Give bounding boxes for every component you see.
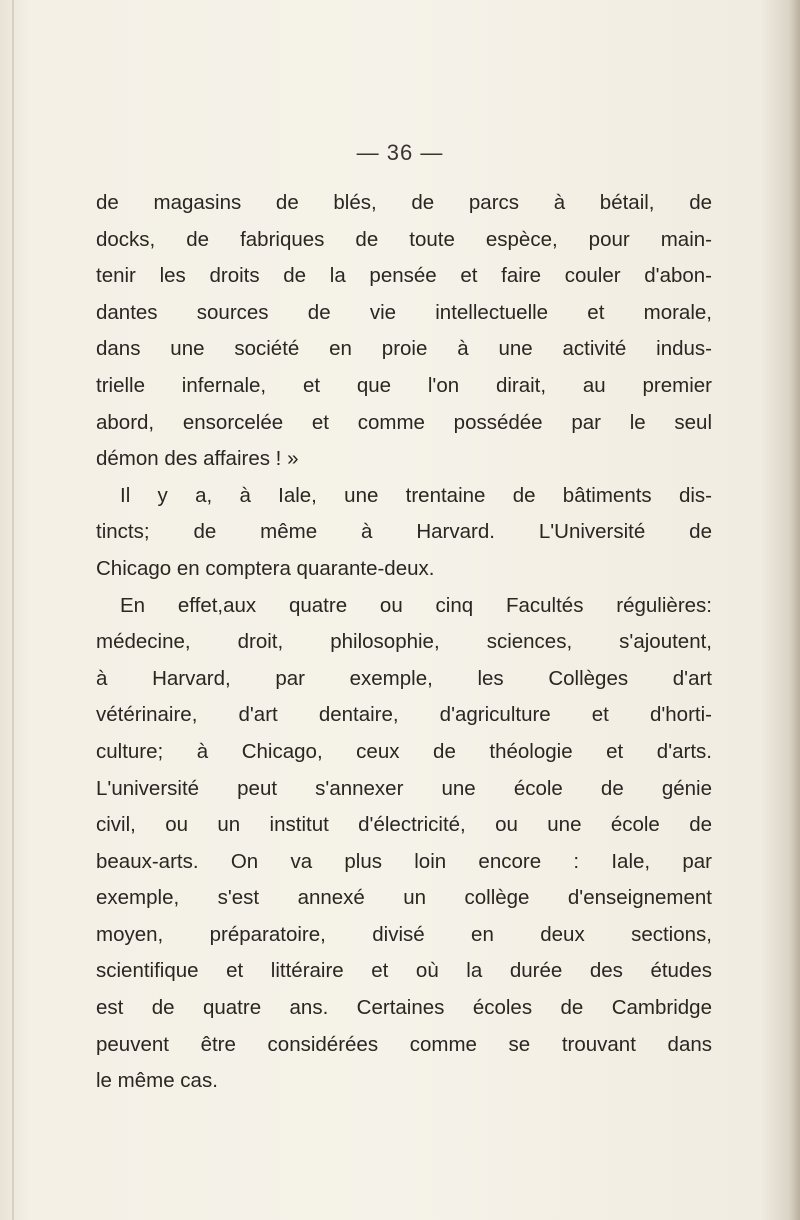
text-line: Chicago en comptera quarante-deux.	[96, 556, 435, 580]
text-line: peuvent être considérées comme se trouvant dans	[96, 1032, 712, 1056]
text-line: moyen, préparatoire, divisé en deux sections,	[96, 922, 712, 946]
text-line: médecine, droit, philosophie, sciences, s'ajoutent,	[96, 630, 712, 654]
text-line: beaux-arts. On va plus loin encore : Iale, par	[96, 849, 712, 873]
text-line: tincts; de même à Harvard. L'Université de	[96, 520, 712, 544]
text-line: démon des affaires ! »	[96, 447, 299, 471]
text-line: dans une société en proie à une activité indus-	[96, 337, 712, 361]
text-line: Il y a, à Iale, une trentaine de bâtiments dis-	[120, 483, 712, 507]
text-line: vétérinaire, d'art dentaire, d'agriculture et d'horti-	[96, 703, 712, 727]
text-line: tenir les droits de la pensée et faire couler d'abon-	[96, 264, 712, 288]
text-line: En effet,aux quatre ou cinq Facultés régulières:	[120, 593, 712, 617]
page-edge-left	[12, 0, 14, 1220]
text-line: est de quatre ans. Certaines écoles de Cambridge	[96, 996, 712, 1020]
text-line: à Harvard, par exemple, les Collèges d'art	[96, 666, 712, 690]
text-line: L'université peut s'annexer une école de génie	[96, 776, 712, 800]
body-text	[96, 185, 712, 1100]
page-edge-right	[788, 0, 800, 1220]
text-line: abord, ensorcelée et comme possédée par le seul	[96, 410, 712, 434]
text-line: trielle infernale, et que l'on dirait, au premier	[96, 373, 712, 397]
text-line: le même cas.	[96, 1069, 218, 1093]
text-line: de magasins de blés, de parcs à bétail, de	[96, 191, 712, 214]
text-line: docks, de fabriques de toute espèce, pour main-	[96, 227, 712, 251]
page-number: — 36 —	[356, 140, 444, 165]
text-line: exemple, s'est annexé un collège d'enseignement	[96, 886, 712, 910]
text-line: civil, ou un institut d'électricité, ou une école de	[96, 813, 712, 837]
text-line: culture; à Chicago, ceux de théologie et d'arts.	[96, 739, 712, 763]
text-line: scientifique et littéraire et où la durée des études	[96, 959, 712, 983]
text-line: dantes sources de vie intellectuelle et morale,	[96, 300, 712, 324]
